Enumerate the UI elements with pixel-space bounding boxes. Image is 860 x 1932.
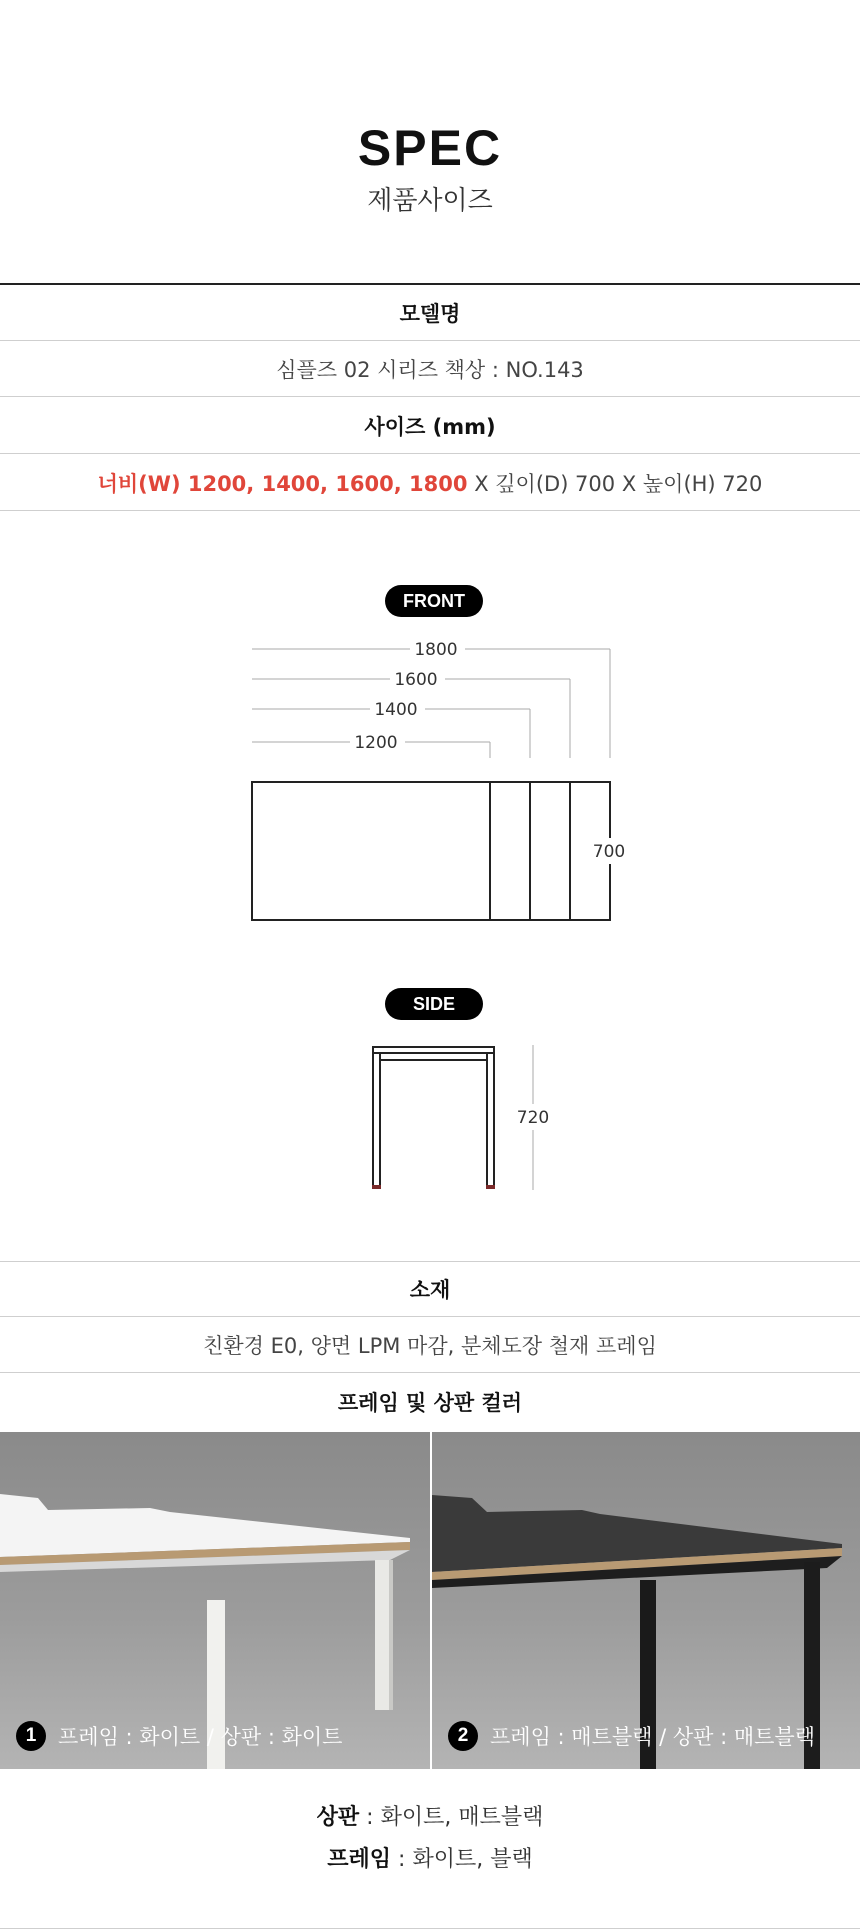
height-label: 720 [516, 1108, 550, 1128]
size-value-row [0, 455, 860, 511]
width-label-1400: 1400 [374, 700, 418, 720]
material-value-row [0, 1317, 860, 1373]
model-value: 심플즈 02 시리즈 책상 : NO.143 [276, 357, 584, 382]
side-badge: SIDE [385, 988, 483, 1020]
frame-color-value: : 화이트, 블랙 [391, 1847, 533, 1872]
frame-color-line [0, 1839, 860, 1881]
top-color-value: : 화이트, 매트블랙 [359, 1805, 544, 1830]
option-caption: 프레임 : 매트블랙 / 상판 : 매트블랙 [490, 1725, 815, 1749]
material-label: 소재 [409, 1278, 451, 1302]
spec-header [0, 118, 860, 217]
top-color-line [0, 1797, 860, 1839]
color-option-2 [448, 1721, 815, 1751]
bottom-rule [0, 1928, 860, 1929]
model-label: 모델명 [399, 301, 461, 326]
color-option-1 [16, 1721, 342, 1751]
color-label: 프레임 및 상판 컬러 [337, 1391, 523, 1415]
white-desk-photo [0, 1432, 430, 1769]
option-caption: 프레임 : 화이트 / 상판 : 화이트 [58, 1725, 343, 1749]
frame-color-label: 프레임 [327, 1847, 392, 1872]
option-number-badge: 1 [16, 1721, 46, 1751]
size-label: 사이즈 (mm) [364, 414, 496, 439]
depth-label: 700 [592, 842, 626, 862]
width-label-1600: 1600 [394, 670, 438, 690]
color-label-row [0, 1374, 860, 1430]
color-photos [0, 1432, 860, 1769]
black-desk-illustration [432, 1432, 860, 1769]
top-color-label: 상판 [316, 1805, 360, 1830]
desk-top-outline [252, 782, 610, 920]
color-summary [0, 1797, 860, 1881]
size-depth-height-values: X 깊이(D) 700 X 높이(H) 720 [467, 471, 763, 496]
model-label-row [0, 285, 860, 341]
page-title: SPEC [357, 120, 503, 176]
option-number-badge: 2 [448, 1721, 478, 1751]
material-value: 친환경 E0, 양면 LPM 마감, 분체도장 철재 프레임 [203, 1333, 657, 1358]
width-label-1200: 1200 [354, 733, 398, 753]
page-subtitle: 제품사이즈 [367, 186, 493, 216]
size-width-values: 너비(W) 1200, 1400, 1600, 1800 [97, 471, 468, 496]
white-desk-illustration [0, 1432, 430, 1769]
width-label-1800: 1800 [414, 640, 458, 660]
front-dimension-diagram [0, 630, 860, 930]
model-value-row [0, 341, 860, 397]
material-label-row [0, 1261, 860, 1317]
size-label-row [0, 398, 860, 454]
front-badge: FRONT [385, 585, 483, 617]
black-desk-photo [430, 1432, 860, 1769]
side-dimension-diagram [0, 1040, 860, 1200]
